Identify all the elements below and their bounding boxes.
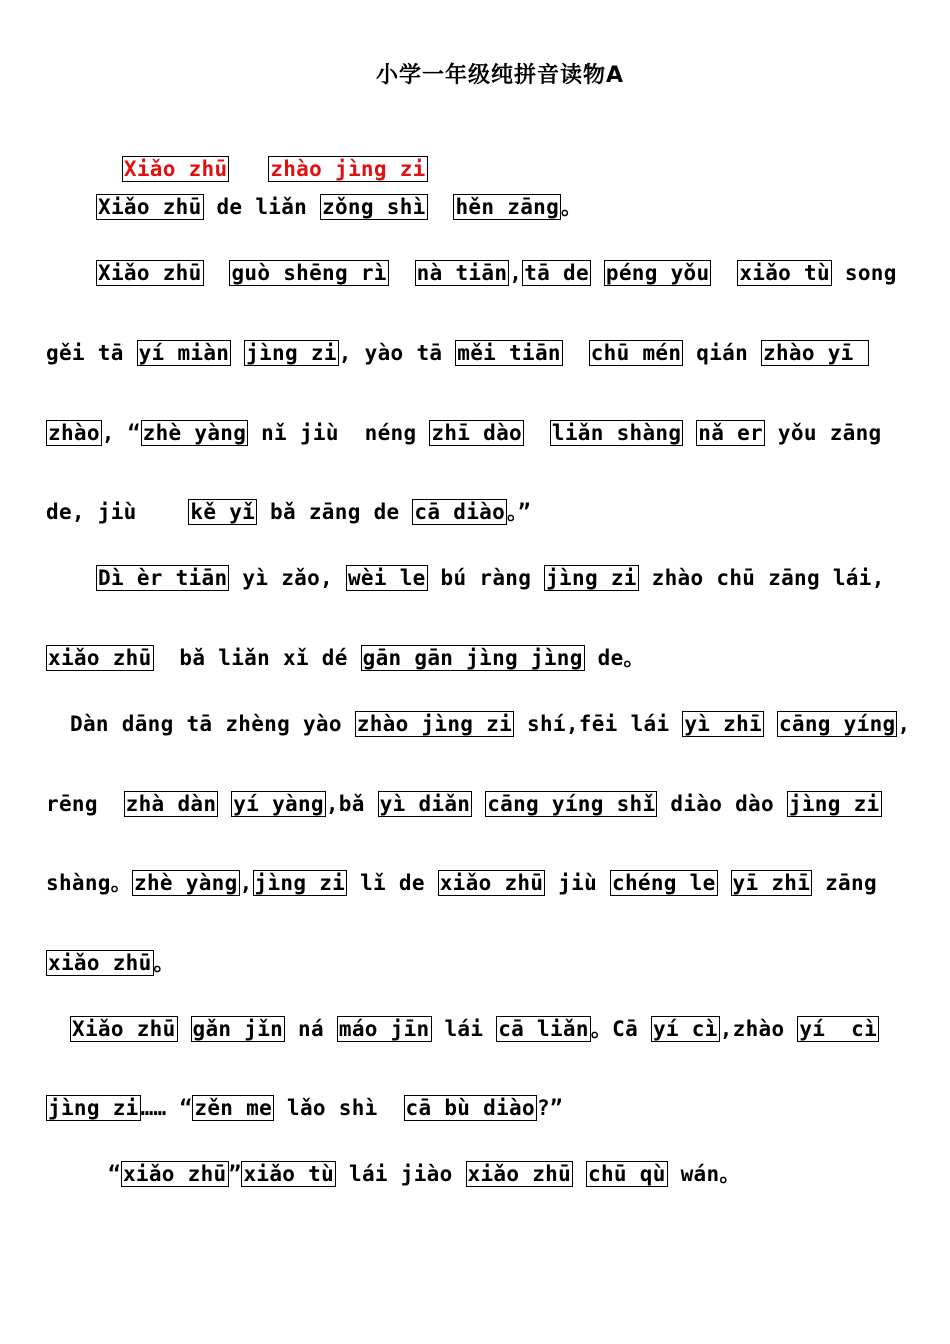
plain-text: lǐ de [347, 871, 438, 895]
plain-text: “ [108, 1162, 121, 1186]
plain-text: yì zǎo, [229, 566, 346, 590]
plain-text [178, 1017, 191, 1041]
plain-text: lǎo shì [274, 1096, 404, 1120]
plain-text [683, 421, 696, 445]
plain-text: 。Cā [590, 1017, 651, 1041]
boxed-word: zhè yàng [142, 421, 247, 445]
plain-text [218, 792, 231, 816]
boxed-word: cāng yíng [778, 712, 896, 736]
plain-text: ?” [536, 1096, 563, 1120]
boxed-word: zhè yàng [134, 871, 238, 895]
boxed-word: xiǎo zhū [122, 1162, 227, 1186]
boxed-word: wèi le [347, 566, 426, 590]
boxed-word: péng yǒu [605, 261, 710, 285]
text-line [46, 1094, 563, 1122]
text-line [96, 193, 582, 221]
plain-text: ” [228, 1162, 242, 1186]
plain-text: 。 [561, 195, 583, 219]
plain-text: lái jiào [336, 1162, 466, 1186]
plain-text: …… “ [140, 1096, 193, 1120]
plain-text: lái [431, 1017, 497, 1041]
boxed-word: xiǎo tù [243, 1162, 335, 1186]
plain-text: jiù [545, 871, 610, 895]
text-line [108, 1160, 741, 1188]
boxed-word: zěn me [194, 1096, 273, 1120]
boxed-word: Dì èr tiān [98, 566, 228, 590]
boxed-word: cā diào [414, 500, 506, 524]
plain-text: de liǎn [203, 195, 321, 219]
text-line [46, 949, 175, 977]
boxed-word: gān gān jìng jìng [362, 646, 583, 670]
plain-text: wán。 [667, 1162, 741, 1186]
plain-text: Dàn dāng tā zhèng yào [70, 712, 355, 736]
text-line [46, 869, 877, 897]
plain-text [718, 871, 731, 895]
plain-text: yǒu zāng [764, 421, 882, 445]
plain-text: nǐ jiù néng [248, 421, 430, 445]
page-title: 小学一年级纯拼音读物A [375, 63, 625, 88]
plain-text: qián [683, 341, 761, 365]
plain-text [204, 261, 230, 285]
plain-text: de。 [584, 646, 645, 670]
plain-text [563, 341, 589, 365]
plain-text [591, 261, 604, 285]
plain-text: , “ [101, 421, 141, 445]
boxed-word: xiǎo tù [739, 261, 830, 285]
plain-text: song [831, 261, 897, 285]
boxed-word: zhī dào [431, 421, 522, 445]
boxed-word: zhào jìng zi [270, 157, 426, 181]
boxed-word: guò shēng rì [231, 261, 387, 285]
plain-text: rēng [46, 792, 124, 816]
story-heading [96, 127, 428, 183]
text-line [70, 710, 910, 738]
boxed-word: liǎn shàng [551, 421, 682, 445]
boxed-word: zhào [48, 421, 100, 445]
text-line [70, 1015, 879, 1043]
boxed-word: zhà dàn [125, 792, 217, 816]
boxed-word: yí miàn [138, 341, 230, 365]
plain-text [472, 792, 485, 816]
plain-text: , yào tā [338, 341, 456, 365]
plain-text: bǎ zāng de [257, 500, 413, 524]
boxed-word: yí yàng [233, 792, 324, 816]
boxed-word: tā de [524, 261, 589, 285]
boxed-word: nà tiān [416, 261, 508, 285]
plain-text: 。” [507, 500, 531, 524]
plain-text: , [239, 871, 253, 895]
boxed-word: chéng le [612, 871, 716, 895]
boxed-word: xiǎo zhū [467, 1162, 572, 1186]
text-line [96, 564, 885, 592]
boxed-word: jìng zi [546, 566, 637, 590]
boxed-word: cā bù diào [405, 1096, 535, 1120]
boxed-word: yì zhī [684, 712, 763, 736]
boxed-word: zhào jìng zi [356, 712, 513, 736]
text-line [46, 644, 645, 672]
plain-text: zāng [812, 871, 877, 895]
plain-text: shàng。 [46, 871, 133, 895]
boxed-word: gǎn jǐn [192, 1017, 284, 1041]
text-line [96, 259, 897, 287]
boxed-word: chū mén [590, 341, 682, 365]
boxed-word: yī zhī [732, 871, 811, 895]
plain-text [573, 1162, 586, 1186]
boxed-word: zǒng shì [322, 195, 426, 219]
plain-text: ,bǎ [325, 792, 378, 816]
plain-text: 。 [153, 951, 175, 975]
boxed-word: cā liǎn [498, 1017, 589, 1041]
boxed-word: jìng zi [48, 1096, 139, 1120]
boxed-word: Xiǎo zhū [123, 157, 228, 181]
boxed-word: jìng zi [246, 341, 337, 365]
text-line [46, 419, 881, 447]
boxed-word: cāng yíng shǐ [487, 792, 656, 816]
text-line [46, 339, 869, 367]
plain-text: , [897, 712, 911, 736]
plain-text: ,zhào [719, 1017, 798, 1041]
plain-text: , [509, 261, 523, 285]
plain-text: bú ràng [427, 566, 545, 590]
plain-text: diào dào [657, 792, 787, 816]
boxed-word: xiǎo zhū [48, 951, 152, 975]
boxed-word: yí cì [652, 1017, 718, 1041]
plain-text [764, 712, 777, 736]
plain-text: gěi tā [46, 341, 137, 365]
boxed-word: Xiǎo zhū [98, 195, 202, 219]
boxed-word: kě yǐ [190, 500, 256, 524]
text-line [46, 498, 531, 526]
plain-text [711, 261, 737, 285]
boxed-word: jìng zi [254, 871, 346, 895]
plain-text: bǎ liǎn xǐ dé [153, 646, 361, 670]
plain-text [389, 261, 415, 285]
text-line [46, 790, 882, 818]
plain-text: ná [285, 1017, 337, 1041]
plain-text [524, 421, 550, 445]
plain-text: zhào chū zāng lái, [638, 566, 885, 590]
boxed-word: yì diǎn [379, 792, 471, 816]
boxed-word: xiǎo zhū [439, 871, 544, 895]
boxed-word: jìng zi [788, 792, 880, 816]
boxed-word: máo jīn [338, 1017, 430, 1041]
boxed-word: chū qù [588, 1162, 666, 1186]
boxed-word: Xiǎo zhū [98, 261, 202, 285]
plain-text [231, 341, 244, 365]
plain-text: de, jiù [46, 500, 189, 524]
boxed-word: xiǎo zhū [48, 646, 152, 670]
boxed-word: nǎ er [698, 421, 763, 445]
boxed-word: Xiǎo zhū [72, 1017, 176, 1041]
boxed-word: hěn zāng [455, 195, 560, 219]
plain-text [428, 195, 454, 219]
boxed-word: zhào yī [763, 341, 867, 365]
plain-text: shí,fēi lái [514, 712, 683, 736]
boxed-word: měi tiān [457, 341, 561, 365]
boxed-word: yí cì [799, 1017, 878, 1041]
